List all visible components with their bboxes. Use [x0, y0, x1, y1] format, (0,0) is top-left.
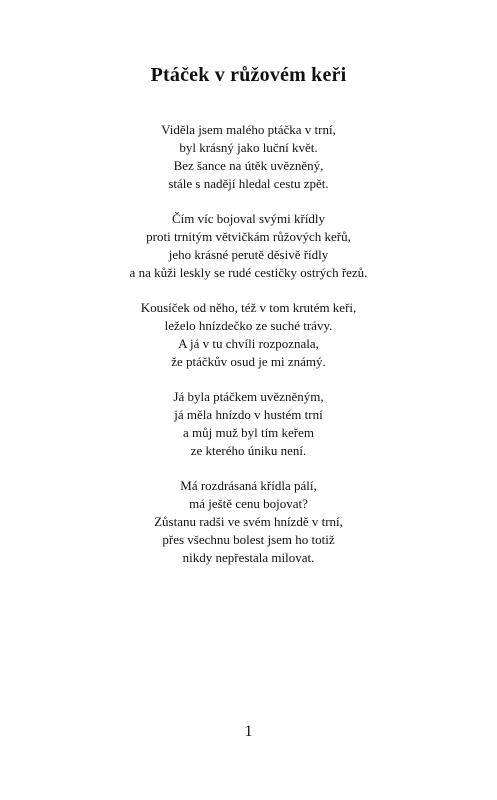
poem-line: ze kterého úniku není. [190, 443, 307, 458]
poem-title: Ptáček v růžovém keři [150, 64, 347, 86]
poem-line: já měla hnízdo v hustém trní [174, 407, 323, 422]
stanza-3 [0, 299, 497, 371]
poem-line: nikdy nepřestala milovat. [182, 550, 315, 565]
page-number: 1 [244, 723, 253, 740]
poem-line: byl krásný jako luční květ. [179, 140, 318, 155]
poem-line: Má rozdrásaná křídla pálí, [180, 478, 317, 493]
poem-line: a můj muž byl tím keřem [182, 425, 315, 440]
poem-line: A já v tu chvíli rozpoznala, [178, 336, 319, 351]
poem-line: jeho krásné perutě děsivě řídly [168, 247, 329, 262]
poem-line: Viděla jsem malého ptáčka v trní, [161, 122, 336, 137]
poem-line: stále s nadějí hledal cestu zpět. [168, 176, 329, 191]
poem-line: Já byla ptáčkem uvězněným, [173, 389, 324, 404]
poem-line: Zůstanu radši ve svém hnízdě v trní, [154, 514, 343, 529]
poem-line: proti trnitým větvičkám růžových keřů, [146, 229, 351, 244]
poem-line: Čím víc bojoval svými křídly [171, 211, 326, 226]
poem-line: Kousíček od něho, též v tom krutém keři, [140, 300, 357, 315]
poem-line: přes všechnu bolest jsem ho totiž [162, 532, 335, 547]
stanza-1 [0, 121, 497, 193]
stanza-4 [0, 388, 497, 460]
poem-line: leželo hnízdečko ze suché trávy. [164, 318, 333, 333]
poem-line: a na kůži leskly se rudé cestičky ostrých řezů. [129, 265, 368, 280]
poem-line: že ptáčkův osud je mi známý. [171, 354, 326, 369]
poem-line: Bez šance na útěk uvězněný, [173, 158, 324, 173]
poem-line: má ještě cenu bojovat? [189, 496, 308, 511]
poem-body [0, 121, 497, 584]
stanza-2 [0, 210, 497, 282]
stanza-5 [0, 477, 497, 567]
